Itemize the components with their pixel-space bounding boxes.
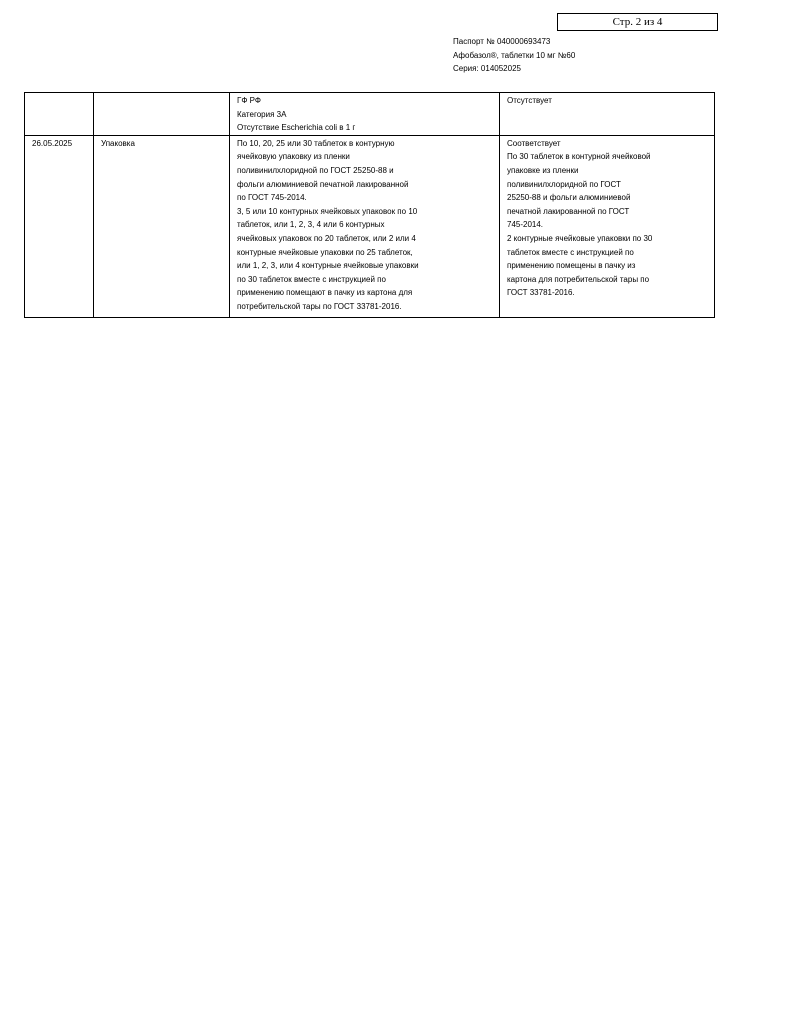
analysis-table	[24, 92, 715, 318]
passport-info	[453, 35, 575, 76]
batch-series: Серия: 014052025	[453, 64, 521, 73]
requirement-cell: По 10, 20, 25 или 30 таблеток в контурную ячейковую упаковку из пленки поливинилхлоридной по ГОСТ 25250-88 и фольги алюминиевой печатной лакированной по ГОСТ 745-2014. 3, 5 или 10 контурных ячейковых упаковок по 10 таблеток, или 1, 2, 3, 4 или 6 контурных ячейковых упаковок по 20 таблеток, или 2 или 4 контурные ячейковые упаковки по 25 таблеток, или 1, 2, 3, или 4 контурные ячейковые упаковки по 30 таблеток вместе с инструкцией по применению помещают в пачку из картона для потребительской тары по ГОСТ 33781-2016.	[230, 135, 500, 317]
page-number: Стр. 2 из 4	[557, 13, 718, 31]
indicator-cell: Упаковка	[94, 135, 230, 317]
indicator-cell	[94, 93, 230, 136]
requirement-cell: ГФ РФ Категория 3А Отсутствие Escherichia coli в 1 г	[230, 93, 500, 136]
result-cell: Соответствует По 30 таблеток в контурной ячейковой упаковке из пленки поливинилхлоридной по ГОСТ 25250-88 и фольги алюминиевой печатной лакированной по ГОСТ 745-2014. 2 контурные ячейковые упаковки по 30 таблеток вместе с инструкцией по применению помещены в пачку из картона для потребительской тары по ГОСТ 33781-2016.	[500, 135, 715, 317]
date-cell	[25, 93, 94, 136]
date-cell: 26.05.2025	[25, 135, 94, 317]
product-name: Афобазол®, таблетки 10 мг №60	[453, 50, 576, 60]
passport-number: Паспорт № 040000693473	[453, 37, 551, 46]
table-row	[25, 135, 715, 317]
result-cell: Отсутствует	[500, 93, 715, 136]
table-row	[25, 93, 715, 136]
